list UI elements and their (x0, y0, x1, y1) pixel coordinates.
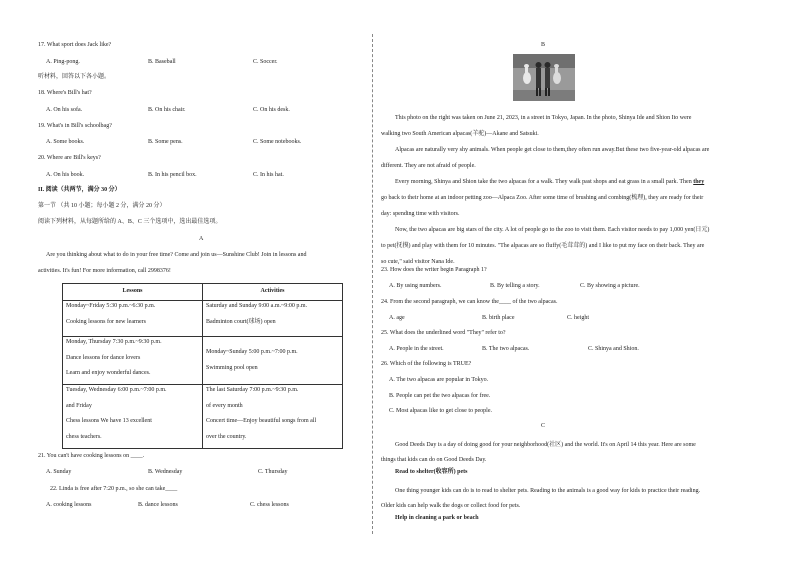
cell-line: of every month (206, 402, 243, 409)
table-cell (203, 385, 343, 449)
passage-c-heading-1: Read to shelter(收容所) pets (395, 469, 468, 475)
q22-question: 22. Linda is free after 7:20 p.m., so she can take____ (50, 486, 178, 492)
q25-question: 25. What does the underlined word "They" refer to? (381, 330, 506, 336)
cell-line: chess teachers. (66, 433, 102, 440)
q17-option-c: C. Soccer. (253, 59, 278, 65)
listen-note: 听材料，回答以下各小题。 (38, 74, 111, 80)
q21-option-a: A. Sunday (46, 469, 72, 475)
q23-option-a: A. By using numbers. (389, 283, 442, 289)
q26-option-c: C. Most alpacas like to get close to people. (389, 408, 492, 414)
q21-option-c: C. Thursday (258, 469, 288, 475)
q20-option-b: B. In his pencil box. (148, 172, 197, 178)
q20-option-c: C. In his hat. (253, 172, 284, 178)
q17-option-b: B. Baseball (148, 59, 176, 65)
cell-line: and Friday (66, 402, 92, 409)
cell-line: Tuesday, Wednesday 6:00 p.m.~7:00 p.m. (66, 387, 167, 393)
table-header-lessons: Lessons (63, 284, 203, 301)
q18-option-b: B. On his chair. (148, 107, 186, 113)
q19-option-c: C. Some notebooks. (253, 139, 302, 145)
passage-c-paragraph-1: Good Deeds Day is a day of doing good for your neighborhood(社区) and the world. It's on April 14 this year. Here are some things that kids can do on Good Deeds Day. (381, 442, 696, 463)
alpaca-photo (513, 54, 575, 101)
alpaca-photo-image (513, 54, 575, 101)
passage-b-paragraph-1: This photo on the right was taken on June 21, 2023, in a street in Tokyo, Japan. In the photo, Shinya Ide and Shion Ito were walking two South American alpacas(羊驼)—Akane and Satsuki. (381, 115, 692, 137)
cell-line: Monday~Sunday 5:00 p.m.~7:00 p.m. (206, 349, 298, 355)
column-divider (372, 34, 373, 534)
q22-option-c: C. chess lessons (250, 502, 289, 508)
underlined-word-they: they (693, 179, 705, 185)
section-instructions: 阅读下列材料，从每题所给的 A、B、C 三个选项中，选出最佳选项。 (38, 219, 222, 225)
q24-question: 24. From the second paragraph, we can know the____ of the two alpacas. (381, 299, 558, 305)
q18-option-c: C. On his desk. (253, 107, 290, 113)
passage-b-paragraph-4: Now, the two alpacas are big stars of the city. A lot of people go to the zoo to visit them. Each visitor needs to pay 1,000 yen(日元) to pet(抚摸) and play with them for 10 minutes. "The alpacas are so fluffy(毛茸茸的) and I like to put my face on their back. They are so cute," said visitor Nana Ide. (381, 227, 710, 265)
q26-option-a: A. The two alpacas are popular in Tokyo. (389, 377, 489, 383)
cell-line: over the country. (206, 433, 247, 440)
table-header-activities: Activities (203, 284, 343, 301)
q18-option-a: A. On his sofa. (46, 107, 83, 113)
passage-b-label: B (541, 42, 546, 48)
cell-line: Learn and enjoy wonderful dances. (66, 370, 151, 376)
q19-question: 19. What's in Bill's schoolbag? (38, 123, 112, 129)
table-cell (63, 385, 203, 449)
section-subtitle: 第一节 （共 10 小题；每小题 2 分，满分 20 分） (38, 203, 166, 209)
q17-option-a: A. Ping-pong. (46, 59, 80, 65)
q20-question: 20. Where are Bill's keys? (38, 155, 101, 161)
q22-option-b: B. dance lessons (138, 502, 178, 508)
q21-option-b: B. Wednesday (148, 469, 183, 475)
cell-line: Monday, Thursday 7:30 p.m.~9:30 p.m. (66, 339, 162, 345)
q25-option-c: C. Shinya and Shion. (588, 346, 639, 352)
q24-option-c: C. height (567, 315, 589, 321)
cell-line: Badminton court(球场) open (206, 318, 276, 325)
passage-a-line2: activities. It's fun! For more information, call 2998376! (38, 268, 171, 274)
passage-b-paragraph-3 (381, 174, 711, 222)
table-cell (203, 301, 343, 337)
q23-question: 23. How does the writer begin Paragraph 1? (381, 267, 487, 273)
q26-question: 26. Which of the following is TRUE? (381, 361, 472, 367)
q23-option-c: C. By showing a picture. (580, 283, 640, 289)
section-title: II. 阅读（共两节，满分 30 分） (38, 187, 121, 193)
q24-option-a: A. age (389, 315, 405, 321)
q23-option-b: B. By telling a story. (490, 283, 540, 289)
table-cell (63, 301, 203, 337)
passage-b-paragraph-2: Alpacas are naturally very shy animals. When people get close to them,they often run away.But these two five-year-old alpacas are different. They are not afraid of people. (381, 147, 710, 169)
q21-question: 21. You can't have cooking lessons on ____. (38, 453, 145, 459)
cell-line: Swimming pool open (206, 364, 258, 371)
table-cell (63, 337, 203, 385)
q25-option-b: B. The two alpacas. (482, 346, 530, 352)
passage-a-label: A (199, 236, 204, 242)
q20-option-a: A. On his book. (46, 172, 85, 178)
q25-option-a: A. People in the street. (389, 346, 444, 352)
passage-c-heading-2: Help in cleaning a park or beach (395, 515, 479, 521)
passage-c-label: C (541, 423, 546, 429)
paragraph-3-start: Every morning, Shinya and Shion take the two alpacas for a walk. They walk past shops and eat grass in a small park. Then (395, 179, 694, 185)
table-cell (203, 337, 343, 385)
cell-line: Concert time—Enjoy beautiful songs from all (206, 418, 317, 424)
q24-option-b: B. birth place (482, 315, 515, 321)
q26-option-b: B. People can pet the two alpacas for free. (389, 393, 491, 399)
q19-option-a: A. Some books. (46, 139, 85, 145)
q22-option-a: A. cooking lessons (46, 502, 92, 508)
q18-question: 18. Where's Bill's hat? (38, 90, 92, 96)
cell-line: Cooking lessons for new learners (66, 318, 146, 325)
passage-a-line1: Are you thinking about what to do in your free time? Come and join us—Sunshine Club! Join in lessons and (46, 252, 307, 258)
cell-line: Chess lessons We have 13 excellent (66, 418, 152, 424)
passage-c-paragraph-2: One thing younger kids can do is to read to shelter pets. Reading to the animals is a good way for kids to practice their reading. Older kids can help walk the dogs or collect food for pets. (381, 488, 701, 509)
q17-question: 17. What sport does Jack like? (38, 42, 112, 48)
lessons-table (62, 283, 343, 449)
cell-line: The last Saturday 7:00 p.m.~9:30 p.m. (206, 387, 299, 393)
cell-line: Dance lessons for dance lovers (66, 354, 141, 361)
q19-option-b: B. Some pens. (148, 139, 183, 145)
paragraph-3-end: go back to their home at an indoor petting zoo—Alpaca Zoo. After some time of brushing and combing(梳理), they are ready for their day: spending time with visitors. (381, 195, 704, 217)
cell-line: Saturday and Sunday 9:00 a.m.~9:00 p.m. (206, 303, 308, 309)
cell-line: Monday~Friday 5:30 p.m.~6:30 p.m. (66, 303, 156, 309)
